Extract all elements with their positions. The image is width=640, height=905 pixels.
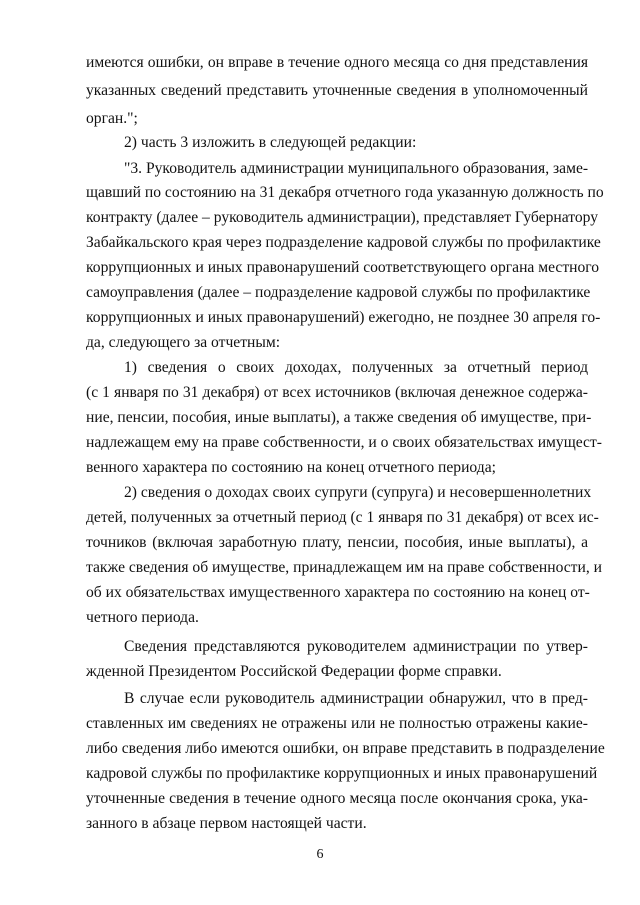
text-line: "3. Руководитель администрации муниципального образования, заме- <box>124 160 589 177</box>
text-line: об их обязательствах имущественного характера по состоянию на конец от- <box>86 584 590 601</box>
text-line: занного в абзаце первом настоящей части. <box>86 815 367 832</box>
text-line: ние, пенсии, пособия, иные выплаты), а также сведения об имуществе, при- <box>86 409 592 426</box>
text-line: Забайкальского края через подразделение кадровой службы по профилактике <box>86 234 601 251</box>
text-line: 2) часть 3 изложить в следующей редакции: <box>124 134 417 151</box>
text-line: имеются ошибки, он вправе в течение одного месяца со дня представления <box>86 54 588 71</box>
text-line: самоуправления (далее – подразделение кадровой службы по профилактике <box>86 284 591 301</box>
text-line: также сведения об имуществе, принадлежащем им на праве собственности, и <box>86 559 602 576</box>
text-line: коррупционных и иных правонарушений) ежегодно, не позднее 30 апреля го- <box>86 309 601 326</box>
text-line: жденной Президентом Российской Федерации форме справки. <box>86 663 502 680</box>
page-number: 6 <box>316 847 324 862</box>
text-line: либо сведения либо имеются ошибки, он вправе представить в подразделение <box>86 740 605 757</box>
text-line: да, следующего за отчетным: <box>86 334 281 351</box>
text-line: указанных сведений представить уточненные сведения в уполномоченный <box>86 82 588 99</box>
text-line: четного периода. <box>86 609 199 626</box>
text-line: 2) сведения о доходах своих супруги (супруга) и несовершеннолетних <box>124 484 592 501</box>
text-line: (с 1 января по 31 декабря) от всех источников (включая денежное содержа- <box>86 384 588 401</box>
text-line: детей, полученных за отчетный период (с 1 января по 31 декабря) от всех ис- <box>86 509 599 526</box>
text-line: орган."; <box>86 110 138 127</box>
text-line: щавший по состоянию на 31 декабря отчетного года указанную должность по <box>86 184 604 201</box>
text-line: В случае если руководитель администрации обнаружил, что в пред- <box>124 690 588 707</box>
text-line: кадровой службы по профилактике коррупционных и иных правонарушений <box>86 765 598 782</box>
text-line: контракту (далее – руководитель администрации), представляет Губернатору <box>86 209 599 226</box>
text-line: уточненные сведения в течение одного месяца после окончания срока, ука- <box>86 790 588 807</box>
text-line: Сведения представляются руководителем администрации по утвер- <box>124 638 588 655</box>
text-line: коррупционных и иных правонарушений соответствующего органа местного <box>86 259 600 276</box>
text-line: точников (включая заработную плату, пенсии, пособия, иные выплаты), а <box>86 534 588 551</box>
text-line: 1) сведения о своих доходах, полученных за отчетный период <box>124 359 588 376</box>
text-line: венного характера по состоянию на конец отчетного периода; <box>86 459 496 476</box>
text-line: ставленных им сведениях не отражены или не полностью отражены какие- <box>86 715 588 732</box>
text-line: надлежащем ему на праве собственности, и о своих обязательствах имущест- <box>86 434 602 451</box>
